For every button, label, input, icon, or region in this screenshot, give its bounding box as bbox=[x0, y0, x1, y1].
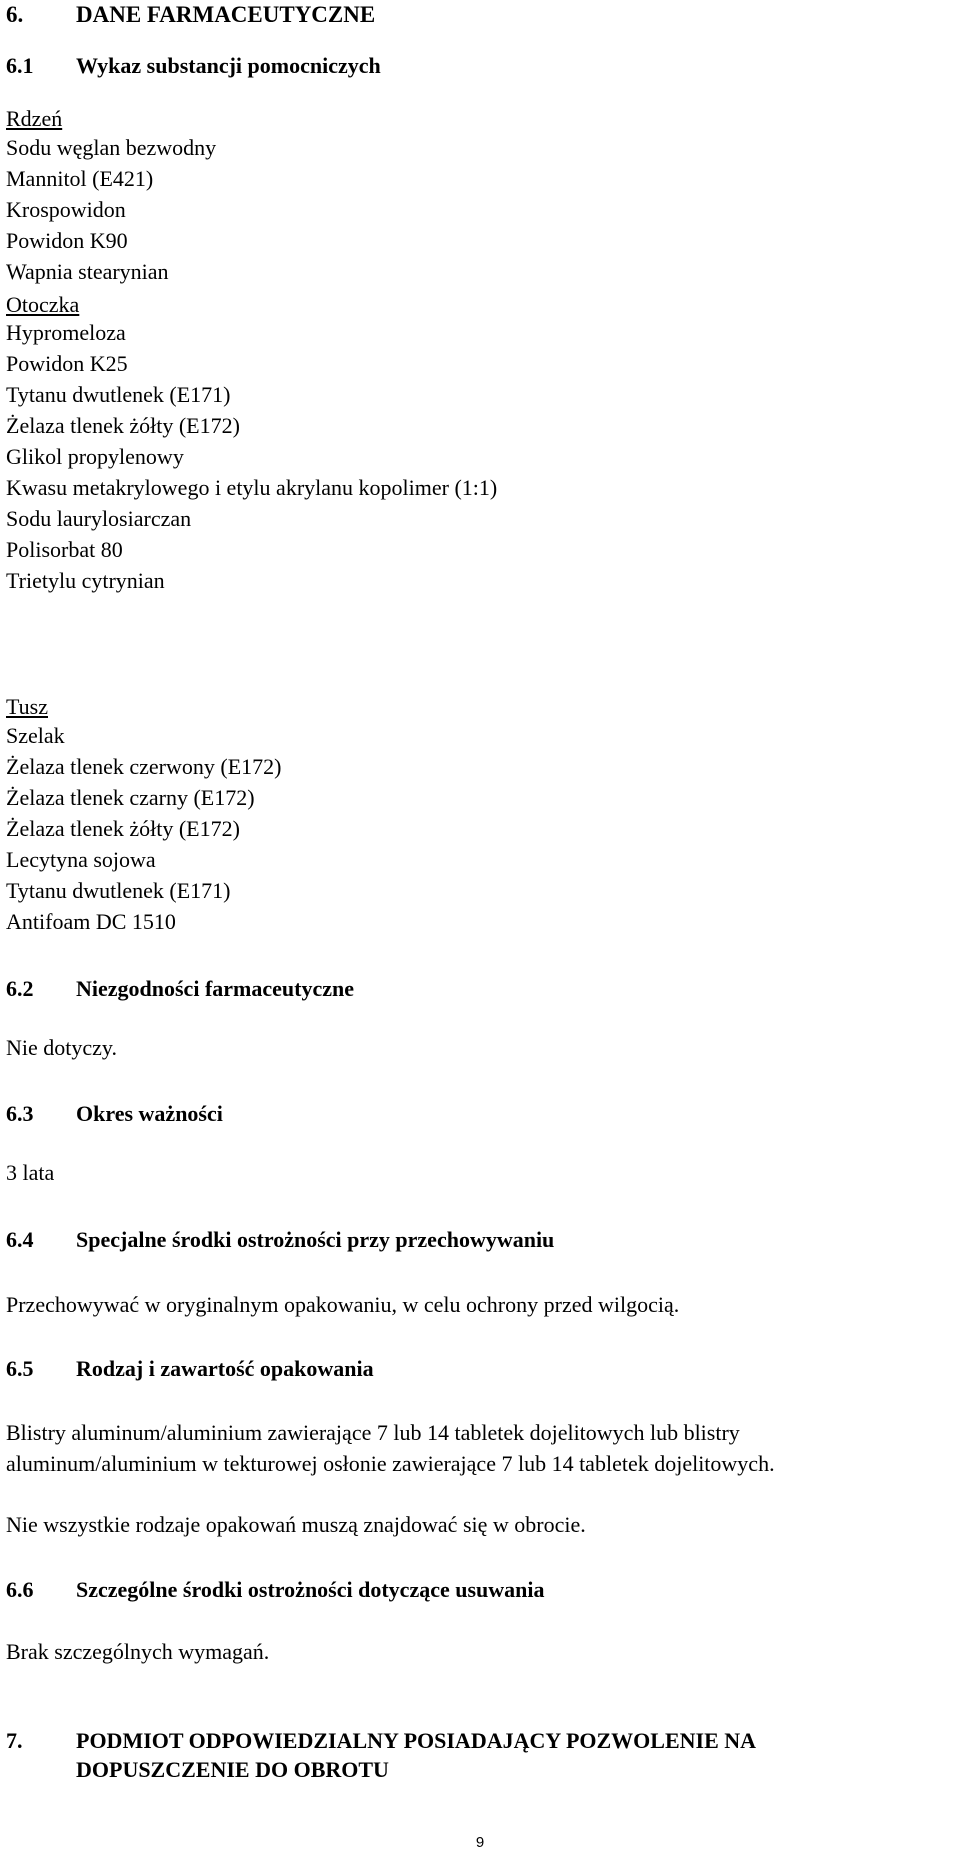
section-6-1-title: Wykaz substancji pomocniczych bbox=[76, 53, 381, 78]
list-item: Tytanu dwutlenek (E171) bbox=[6, 878, 231, 903]
section-6-6-number: 6.6 bbox=[6, 1577, 34, 1602]
section-6-number: 6. bbox=[6, 2, 24, 27]
list-item: Hypromeloza bbox=[6, 320, 126, 345]
list-item: Powidon K25 bbox=[6, 351, 128, 376]
coating-heading: Otoczka bbox=[6, 292, 80, 317]
section-7-title-line-2: DOPUSZCZENIE DO OBROTU bbox=[76, 1757, 389, 1782]
list-item: Polisorbat 80 bbox=[6, 537, 123, 562]
list-item: Antifoam DC 1510 bbox=[6, 909, 176, 934]
list-item: Żelaza tlenek czarny (E172) bbox=[6, 785, 255, 810]
list-item: Glikol propylenowy bbox=[6, 444, 184, 469]
section-6-title: DANE FARMACEUTYCZNE bbox=[76, 2, 376, 27]
list-item: Lecytyna sojowa bbox=[6, 847, 156, 872]
section-6-heading bbox=[6, 0, 375, 30]
list-item: Mannitol (E421) bbox=[6, 166, 154, 191]
section-6-5-heading bbox=[6, 1355, 374, 1383]
section-6-1-number: 6.1 bbox=[6, 53, 34, 78]
section-6-4-number: 6.4 bbox=[6, 1227, 34, 1252]
list-item: Wapnia stearynian bbox=[6, 259, 169, 284]
section-6-6-text: Brak szczególnych wymagań. bbox=[6, 1639, 270, 1664]
list-item: Żelaza tlenek czerwony (E172) bbox=[6, 754, 282, 779]
list-item: Szelak bbox=[6, 723, 65, 748]
list-item: Powidon K90 bbox=[6, 228, 128, 253]
section-6-5-text-line-2: aluminum/aluminium w tekturowej osłonie zawierające 7 lub 14 tabletek dojelitowych. bbox=[6, 1451, 775, 1476]
page-number: 9 bbox=[475, 1834, 485, 1851]
ink-list bbox=[6, 720, 281, 937]
section-6-2-title: Niezgodności farmaceutyczne bbox=[76, 976, 354, 1001]
list-item: Tytanu dwutlenek (E171) bbox=[6, 382, 231, 407]
section-6-5-text-2: Nie wszystkie rodzaje opakowań muszą znajdować się w obrocie. bbox=[6, 1512, 586, 1537]
section-6-3-heading bbox=[6, 1100, 223, 1128]
core-list bbox=[6, 132, 216, 287]
section-6-4-text: Przechowywać w oryginalnym opakowaniu, w celu ochrony przed wilgocią. bbox=[6, 1292, 680, 1317]
list-item: Trietylu cytrynian bbox=[6, 568, 165, 593]
section-7-heading-line-2 bbox=[6, 1755, 389, 1785]
section-6-3-number: 6.3 bbox=[6, 1101, 34, 1126]
list-item: Żelaza tlenek żółty (E172) bbox=[6, 413, 240, 438]
core-heading: Rdzeń bbox=[6, 106, 63, 131]
section-6-4-heading bbox=[6, 1226, 554, 1254]
section-6-3-text: 3 lata bbox=[6, 1160, 55, 1185]
section-6-6-heading bbox=[6, 1576, 545, 1604]
section-6-5-title: Rodzaj i zawartość opakowania bbox=[76, 1356, 374, 1381]
list-item: Kwasu metakrylowego i etylu akrylanu kopolimer (1:1) bbox=[6, 475, 498, 500]
ink-heading: Tusz bbox=[6, 694, 48, 719]
section-6-2-text: Nie dotyczy. bbox=[6, 1035, 117, 1060]
section-6-2-number: 6.2 bbox=[6, 976, 34, 1001]
section-7-heading-line-1 bbox=[6, 1726, 756, 1756]
section-6-2-heading bbox=[6, 975, 354, 1003]
section-6-3-title: Okres ważności bbox=[76, 1101, 223, 1126]
list-item: Żelaza tlenek żółty (E172) bbox=[6, 816, 240, 841]
section-6-1-heading bbox=[6, 51, 381, 81]
section-6-6-title: Szczególne środki ostrożności dotyczące usuwania bbox=[76, 1577, 545, 1602]
section-6-4-title: Specjalne środki ostrożności przy przechowywaniu bbox=[76, 1227, 555, 1252]
section-6-5-number: 6.5 bbox=[6, 1356, 34, 1381]
list-item: Krospowidon bbox=[6, 197, 126, 222]
section-7-number: 7. bbox=[6, 1728, 23, 1753]
list-item: Sodu węglan bezwodny bbox=[6, 135, 217, 160]
list-item: Sodu laurylosiarczan bbox=[6, 506, 192, 531]
section-6-5-text-line-1: Blistry aluminum/aluminium zawierające 7 lub 14 tabletek dojelitowych lub blistry bbox=[6, 1420, 740, 1445]
coating-list bbox=[6, 317, 497, 596]
section-7-title-line-1: PODMIOT ODPOWIEDZIALNY POSIADAJĄCY POZWOLENIE NA bbox=[76, 1728, 757, 1753]
